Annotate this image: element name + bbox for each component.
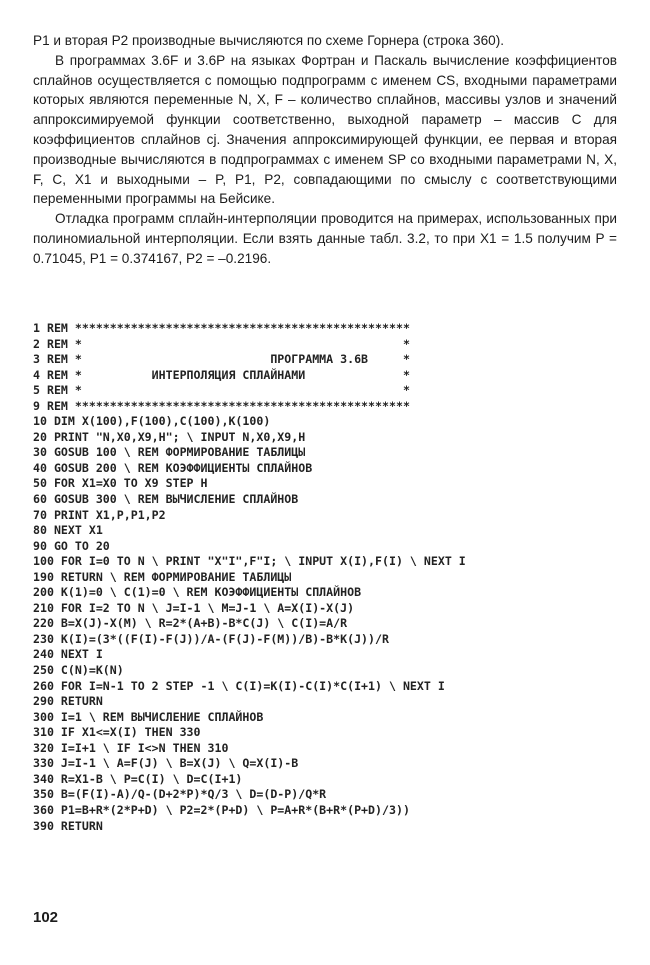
code-line: 1 REM ************************************************ [33,321,410,335]
code-line: 360 P1=B+R*(2*P+D) \ P2=2*(P+D) \ P=A+R*(B+R*(P+D)/3)) [33,802,410,817]
code-line: 2 REM * * [33,336,410,351]
code-line: 40 GOSUB 200 \ REM КОЭФФИЦИЕНТЫ СПЛАЙНОВ [33,460,313,475]
code-line: 30 GOSUB 100 \ REM ФОРМИРОВАНИЕ ТАБЛИЦЫ [33,445,306,460]
code-line: 200 K(1)=0 \ C(1)=0 \ REM КОЭФФИЦИЕНТЫ СПЛАЙНОВ [33,585,362,600]
code-line: 330 J=I-1 \ A=F(J) \ B=X(J) \ Q=X(I)-B [33,756,299,771]
code-line: 250 C(N)=K(N) [33,663,124,678]
code-line: 9 REM ************************************************ [33,398,410,413]
code-line: 80 NEXT X1 [33,523,103,538]
code-line: 260 FOR I=N-1 TO 2 STEP -1 \ C(I)=K(I)-C(I)*C(I+1) \ NEXT I [33,678,445,693]
code-line: 70 PRINT X1,P,P1,P2 [33,507,166,522]
code-line: 390 RETURN [33,818,103,833]
code-line: 100 FOR I=0 TO N \ PRINT "X"I",F"I; \ INPUT X(I),F(I) \ NEXT I [33,554,466,569]
code-line: 340 R=X1-B \ P=C(I) \ D=C(I+1) [33,771,243,786]
code-line: 230 K(I)=(3*((F(I)-F(J))/A-(F(J)-F(M))/B)-B*K(J))/R [33,631,389,646]
paragraph: В программах 3.6F и 3.6P на языках Фортран и Паскаль вычисление коэффициентов сплайнов осуществляется с помощью подпрограмм с именем CS, входными параметрами которых являются переменные N, X, F – количество сплайнов, массивы узлов и значений аппроксимируемой функции соответственно, выходной параметр – массив C для коэффициентов сплайнов cj. Значения аппроксимирующей функции, ее первая и вторая производные вычисляются в подпрограммах с именем SP со входными параметрами N, X, F, C, X1 и выходными – P, P1, P2, совпадающими по смыслу с соответствующими переменными программы на Бейсике. [33,52,617,207]
basic-program-listing [33,321,633,834]
code-line: 210 FOR I=2 TO N \ J=I-1 \ M=J-1 \ A=X(I)-X(J) [33,600,355,615]
code-line: 3 REM * ПРОГРАММА 3.6B * [33,352,410,367]
code-line: 350 B=(F(I)-A)/Q-(D+2*P)*Q/3 \ D=(D-P)/Q*R [33,787,327,802]
code-line: 300 I=1 \ REM ВЫЧИСЛЕНИЕ СПЛАЙНОВ [33,709,264,724]
prose-text [33,31,617,269]
code-line: 90 GO TO 20 [33,538,110,553]
code-line: 10 DIM X(100),F(100),C(100),K(100) [33,414,271,429]
code-line: 290 RETURN [33,694,103,709]
code-line: 5 REM * * [33,383,410,398]
code-line: 50 FOR X1=X0 TO X9 STEP H [33,476,208,491]
code-line: 4 REM * ИНТЕРПОЛЯЦИЯ СПЛАЙНАМИ * [33,367,410,382]
code-line: 310 IF X1<=X(I) THEN 330 [33,725,201,740]
paragraph: Отладка программ сплайн-интерполяции проводится на примерах, использованных при полиномиальной интерполяции. Если взять данные табл. 3.2, то при X1 = 1.5 получим P = 0.71045, P1 = 0.374167, P2 = –0.2196. [33,211,617,266]
code-line: 190 RETURN \ REM ФОРМИРОВАНИЕ ТАБЛИЦЫ [33,569,292,584]
code-line: 240 NEXT I [33,647,103,662]
code-line: 220 B=X(J)-X(M) \ R=2*(A+B)-B*C(J) \ C(I)=A/R [33,616,348,631]
code-line: 20 PRINT "N,X0,X9,H"; \ INPUT N,X0,X9,H [33,429,306,444]
code-line: 60 GOSUB 300 \ REM ВЫЧИСЛЕНИЕ СПЛАЙНОВ [33,492,299,507]
code-line: 320 I=I+1 \ IF I<>N THEN 310 [33,740,229,755]
paragraph: P1 и вторая P2 производные вычисляются по схеме Горнера (строка 360). [33,33,504,48]
page-number: 102 [33,909,59,926]
